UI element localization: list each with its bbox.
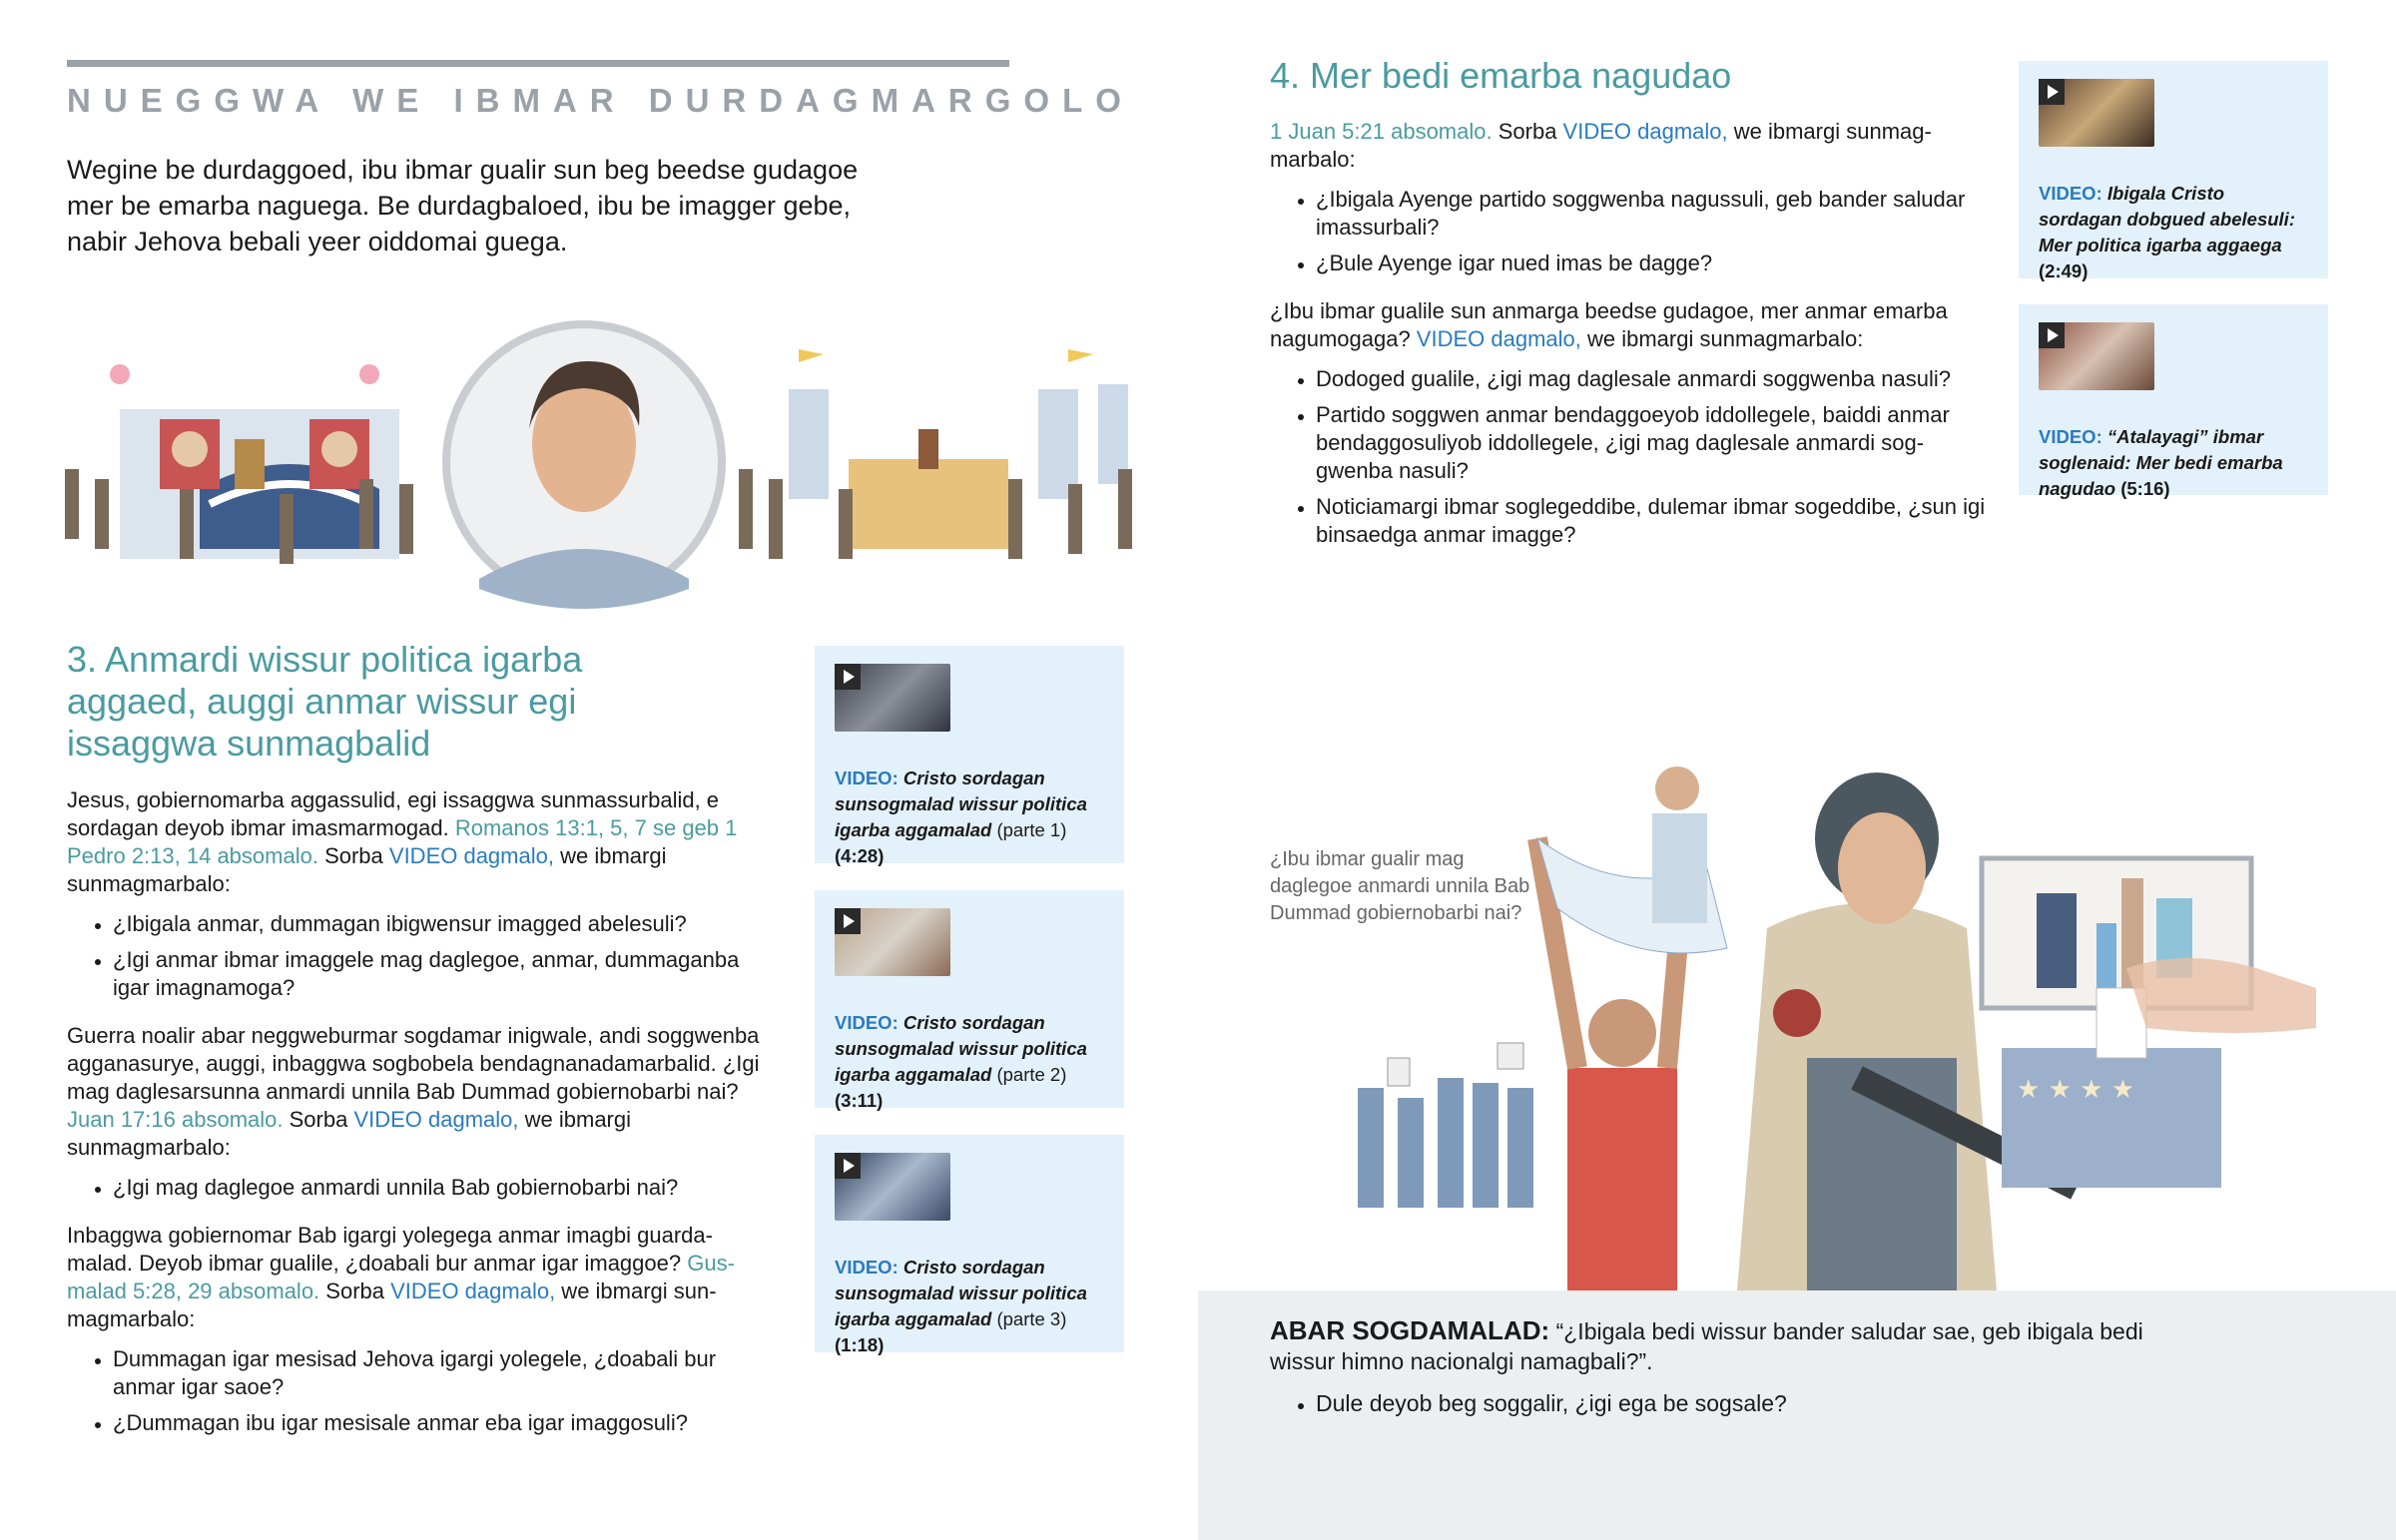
section-4-paragraph-2 — [1270, 297, 1989, 353]
protesters — [1358, 1043, 1533, 1208]
question-item: • Dodoged gualile, ¿igi mag daglesale anmardi soggwenba nasuli? — [1316, 365, 1989, 393]
rally-right — [739, 349, 1132, 559]
video-part: (parte 2) — [991, 1064, 1067, 1085]
video-card[interactable] — [2019, 61, 2328, 281]
illustration-caption: ¿Ibu ibmar gualir mag daglegoe anmardi unnila Bab Dummad gobiernobarbi nai? — [1270, 848, 1530, 924]
section-kicker: NUEGGWA WE IBMAR DURDAGMARGOLO — [67, 82, 1134, 119]
text-segment: Jesus, gobiernomarba aggassulid, egi issaggwa sunmassurbalid, e sordagan deyob ibmar imasmarmogad. — [67, 787, 720, 840]
text-segment: Guerra noalir abar neggweburmar sogdamar inigwale, andi soggwenba agganasurye, auggi, inbaggwa sogbobela bendagnanadamarbalid. ¿Igi mag daglesarsunna anmardi unnila Bab Dummad gobiernobarbi nai? — [67, 1023, 760, 1104]
text-segment: Sorba — [319, 1279, 391, 1303]
video-thumbnail[interactable] — [835, 908, 950, 976]
video-link[interactable]: VIDEO dagmalo, — [390, 1279, 556, 1303]
section-3-questions-3 — [67, 1345, 766, 1437]
video-link[interactable]: VIDEO dagmalo, — [1562, 119, 1728, 144]
section-3-paragraph-2 — [67, 1022, 766, 1162]
section-3-paragraph-3 — [67, 1222, 766, 1333]
video-card[interactable] — [2019, 304, 2328, 499]
video-link[interactable]: VIDEO dagmalo, — [353, 1107, 519, 1132]
video-part: (parte 1) — [991, 819, 1067, 840]
header-rule — [67, 60, 1009, 67]
question-item: • ¿Bule Ayenge igar nued imas be dagge? — [1316, 250, 1989, 277]
section-4-questions-2 — [1270, 365, 1989, 549]
video-duration: (5:16) — [2120, 478, 2170, 499]
portrait — [446, 324, 722, 609]
video-thumbnail[interactable] — [835, 1153, 950, 1221]
section-3-body — [67, 786, 766, 1445]
video-card[interactable] — [815, 1135, 1124, 1355]
video-thumbnail[interactable] — [835, 664, 950, 732]
section-4-questions-1 — [1270, 186, 1989, 277]
question-item: • ¿Igi anmar ibmar imaggele mag daglegoe, anmar, dummaganba igar imagnamoga? — [113, 946, 766, 1002]
text-segment: Inbaggwa gobiernomar Bab igargi yolegega anmar imagbi guardamalad. Deyob ibmar gualile, ¿doabali bur anmar igar imaggoe? — [67, 1223, 713, 1276]
svg-text:★ ★ ★ ★: ★ ★ ★ ★ — [2017, 1075, 2135, 1105]
play-icon[interactable] — [835, 908, 861, 934]
soldier — [1737, 772, 2077, 1290]
discussion-questions — [1270, 1388, 2168, 1418]
neutrality-illustration — [1338, 759, 2316, 1290]
discussion-question: “¿Ibigala bedi wissur bander saludar sae, geb ibigala bedi wissur himno nacionalgi namagbali?”. — [1270, 1318, 2143, 1374]
video-title: “Atalayagi” ibmar soglenaid: Mer bedi emarba nagudao — [2039, 426, 2283, 499]
scripture-reference[interactable]: 1 Juan 5:21 absomalo. — [1270, 119, 1493, 144]
text-segment: Sorba — [317, 843, 389, 868]
discussion-block — [1270, 1315, 2168, 1426]
video-link[interactable]: VIDEO: — [835, 1012, 898, 1033]
section-3-heading: 3. Anmardi wissur politica igarba aggaed, auggi anmar wissur egi issaggwa sunmagbalid — [67, 639, 583, 764]
section-3-paragraph-1 — [67, 786, 766, 898]
discussion-label: ABAR SOGDAMALAD: — [1270, 1315, 1550, 1345]
video-duration: (3:11) — [835, 1090, 884, 1111]
video-caption — [835, 766, 1094, 869]
man-with-hand-on-heart — [1652, 767, 1707, 923]
video-link[interactable]: VIDEO: — [835, 1257, 898, 1278]
video-thumbnail[interactable] — [2039, 322, 2154, 390]
question-item: • ¿Igi mag daglegoe anmardi unnila Bab gobiernobarbi nai? — [113, 1174, 766, 1202]
video-title: Ibigala Cristo sordagan dobgued abelesuli: Mer politica igarba aggaega — [2039, 183, 2295, 256]
text-segment: ¿Ibu ibmar gualile sun anmarga beedse gudagoe, mer anmar emarba nagumogaga? — [1270, 298, 1948, 351]
section-3-questions-2 — [67, 1174, 766, 1202]
rally-left — [65, 364, 413, 564]
video-link[interactable]: VIDEO: — [2039, 183, 2102, 204]
text-segment: we ibmargi sunmagmarbalo: — [67, 1279, 717, 1331]
text-segment: Sorba — [283, 1107, 354, 1132]
text-segment: we ibmargi sunmagmarbalo: — [1580, 326, 1864, 351]
video-duration: (4:28) — [835, 845, 885, 866]
section-4-heading: 4. Mer bedi emarba nagudao — [1270, 55, 1732, 96]
text-segment: we ibmargi sunmagmarbalo: — [67, 1107, 631, 1160]
video-link[interactable]: VIDEO dagmalo, — [388, 843, 554, 868]
question-item: • Noticiamargi ibmar soglegeddibe, dulemar ibmar sogeddibe, ¿sun igi binsaedga anmar imagge? — [1316, 493, 1989, 549]
play-icon[interactable] — [2039, 79, 2065, 105]
scripture-reference[interactable]: Juan 17:16 absomalo. — [67, 1107, 284, 1132]
question-item: • Dummagan igar mesisad Jehova igargi yolegele, ¿doabali bur anmar igar saoe? — [113, 1345, 766, 1401]
question-item: • Dule deyob beg soggalir, ¿igi ega be sogsale? — [1316, 1388, 2168, 1418]
scripture-reference[interactable]: Gusmalad 5:28, 29 absomalo. — [67, 1251, 735, 1303]
section-3-questions-1 — [67, 910, 766, 1002]
text-segment: we ibmargi sunmagmarbalo: — [1270, 119, 1932, 172]
section-4-body — [1270, 118, 1989, 557]
video-link[interactable]: VIDEO: — [2039, 426, 2102, 447]
section-4-paragraph-1 — [1270, 118, 1989, 174]
video-part: (parte 3) — [991, 1308, 1067, 1329]
video-duration: (1:18) — [835, 1334, 885, 1355]
question-item: • ¿Ibigala Ayenge partido soggwenba nagussuli, geb bander saludar imassurbali? — [1316, 186, 1989, 242]
video-title: Cristo sordagan sunsogmalad wissur politica igarba aggamalad — [835, 1257, 1087, 1329]
play-icon[interactable] — [2039, 322, 2065, 348]
video-link[interactable]: VIDEO dagmalo, — [1416, 326, 1581, 351]
play-icon[interactable] — [835, 664, 861, 690]
question-item: • ¿Dummagan ibu igar mesisale anmar eba igar imaggosuli? — [113, 1409, 766, 1437]
play-icon[interactable] — [835, 1153, 861, 1179]
video-link[interactable]: VIDEO: — [835, 768, 898, 788]
text-segment: we ibmargi sunmagmarbalo: — [67, 843, 667, 896]
intro-text: Wegine be durdaggoed, ibu ibmar gualir sun beg beedse gudagoe mer be emarba naguega. Be durdagbaloed, ibu be imagger gebe, nabir Jehova bebali yeer oiddomai guega. — [67, 155, 859, 257]
question-item: • Partido soggwen anmar bendaggoeyob iddollegele, baiddi anmar bendaggosuliyob iddollegele, ¿igi mag daglesale anmardi soggwenba nasuli? — [1316, 401, 1989, 485]
question-item: • ¿Ibigala anmar, dummagan ibigwensur imagged abelesuli? — [113, 910, 766, 938]
video-card[interactable] — [815, 890, 1124, 1111]
text-segment: Sorba — [1492, 119, 1563, 144]
video-caption — [2039, 181, 2298, 284]
video-caption — [835, 1255, 1094, 1358]
video-title: Cristo sordagan sunsogmalad wissur politica igarba aggamalad — [835, 768, 1087, 840]
video-thumbnail[interactable] — [2039, 79, 2154, 147]
video-title: Cristo sordagan sunsogmalad wissur politica igarba aggamalad — [835, 1012, 1087, 1085]
video-duration: (2:49) — [2039, 260, 2089, 281]
video-card[interactable] — [815, 646, 1124, 866]
video-caption — [2039, 424, 2298, 502]
video-caption — [835, 1010, 1094, 1114]
politics-illustration — [60, 319, 1158, 609]
scripture-reference[interactable]: Romanos 13:1, 5, 7 se geb 1 Pedro 2:13, 14 absomalo. — [67, 815, 738, 868]
